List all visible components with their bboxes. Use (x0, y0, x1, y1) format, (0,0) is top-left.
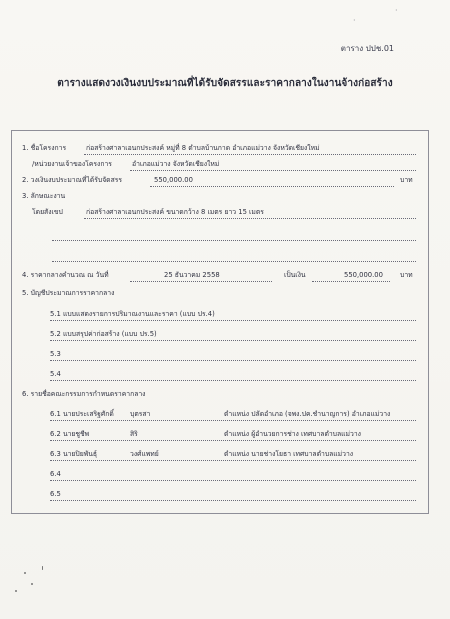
scan-speck (42, 566, 43, 570)
committee-member (12, 467, 428, 481)
median-unit: บาท (400, 271, 413, 279)
form-code: ตาราง ปปช.01 (340, 44, 394, 53)
dotted-line (50, 440, 416, 441)
member-name: 6.4 (50, 470, 61, 478)
member-surname: สิริ (130, 430, 138, 438)
median-row (12, 268, 428, 282)
dotted-line (130, 170, 416, 171)
owner-value: อำเภอแม่วาง จังหวัดเชียงใหม่ (132, 160, 220, 168)
dotted-line (50, 500, 416, 501)
budget-value: 550,000.00 (154, 176, 193, 184)
scan-speck (15, 590, 17, 592)
member-name: 6.1 นายประเสริฐศักดิ์ (50, 410, 114, 418)
project-label: 1. ชื่อโครงการ (22, 144, 67, 152)
median-date: 25 ธันวาคม 2558 (164, 271, 220, 279)
member-surname: วงศ์แพทย์ (130, 450, 159, 458)
committee-label: 6. รายชื่อคณะกรรมการกำหนดราคากลาง (22, 390, 146, 398)
committee-member (12, 447, 428, 461)
member-position: ตำแหน่ง ผู้อำนวยการช่าง เทศบาลตำบลแม่วาง (224, 430, 361, 438)
dotted-line (50, 480, 416, 481)
dotted-line (50, 340, 416, 341)
dotted-line (52, 240, 416, 241)
dotted-line (52, 261, 416, 262)
project-value: ก่อสร้างศาลาเอนกประสงค์ หมู่ที่ 8 ตำบลบ้านกาด อำเภอแม่วาง จังหวัดเชียงใหม่ (86, 144, 320, 152)
account-item-text: 5.4 (50, 370, 61, 378)
dotted-line (130, 281, 272, 282)
member-position: ตำแหน่ง นายช่างโยธา เทศบาลตำบลแม่วาง (224, 450, 354, 458)
summary-value: ก่อสร้างศาลาเอนกประสงค์ ขนาดกว้าง 8 เมตร ยาว 15 เมตร (86, 208, 264, 216)
dotted-line (312, 281, 390, 282)
nature-label: 3. ลักษณะงาน (22, 192, 66, 200)
scan-speck (31, 583, 33, 585)
project-row (12, 141, 428, 155)
committee-row (12, 387, 428, 401)
median-value: 550,000.00 (344, 271, 383, 279)
account-item (12, 347, 428, 361)
accounts-label: 5. บัญชีประมาณการราคากลาง (22, 289, 115, 297)
summary-row (12, 205, 428, 219)
owner-row (12, 157, 428, 171)
account-item (12, 307, 428, 321)
scan-speck: · (395, 6, 398, 15)
committee-member (12, 487, 428, 501)
dotted-line (150, 186, 394, 187)
accounts-row (12, 286, 428, 300)
dotted-line (84, 218, 416, 219)
dotted-line (50, 320, 416, 321)
budget-unit: บาท (400, 176, 413, 184)
account-item-text: 5.3 (50, 350, 61, 358)
account-item-text: 5.2 แบบสรุปค่าก่อสร้าง (แบบ ปร.5) (50, 330, 157, 338)
budget-label: 2. วงเงินงบประมาณที่ได้รับจัดสรร (22, 176, 123, 184)
owner-label: /หน่วยงานเจ้าของโครงการ (32, 160, 112, 168)
dotted-line (50, 360, 416, 361)
member-position: ตำแหน่ง ปลัดอำเภอ (จพง.ปค.ชำนาญการ) อำเภอแม่วาง (224, 410, 391, 418)
member-name: 6.5 (50, 490, 61, 498)
account-item-text: 5.1 แบบแสดงรายการปริมาณงานและราคา (แบบ ปร.4) (50, 310, 215, 318)
dotted-line (84, 154, 416, 155)
dotted-line (50, 380, 416, 381)
committee-member (12, 407, 428, 421)
committee-member (12, 427, 428, 441)
dotted-line (50, 420, 416, 421)
account-item (12, 367, 428, 381)
summary-label: โดยสังเขป (32, 208, 63, 216)
member-name: 6.3 นายปิยพันธุ์ (50, 450, 97, 458)
scan-speck: · (353, 16, 356, 25)
member-name: 6.2 นายชูชีพ (50, 430, 90, 438)
member-surname: บุตรสา (130, 410, 151, 418)
form-box (11, 130, 429, 514)
dotted-line (50, 460, 416, 461)
document-title: ตารางแสดงวงเงินงบประมาณที่ได้รับจัดสรรและราคากลางในงานจ้างก่อสร้าง (57, 78, 393, 89)
account-item (12, 327, 428, 341)
scan-speck (24, 572, 26, 574)
median-mid-label: เป็นเงิน (284, 271, 306, 279)
budget-row (12, 173, 428, 187)
nature-row (12, 189, 428, 203)
median-label: 4. ราคากลางคำนวณ ณ วันที่ (22, 271, 109, 279)
